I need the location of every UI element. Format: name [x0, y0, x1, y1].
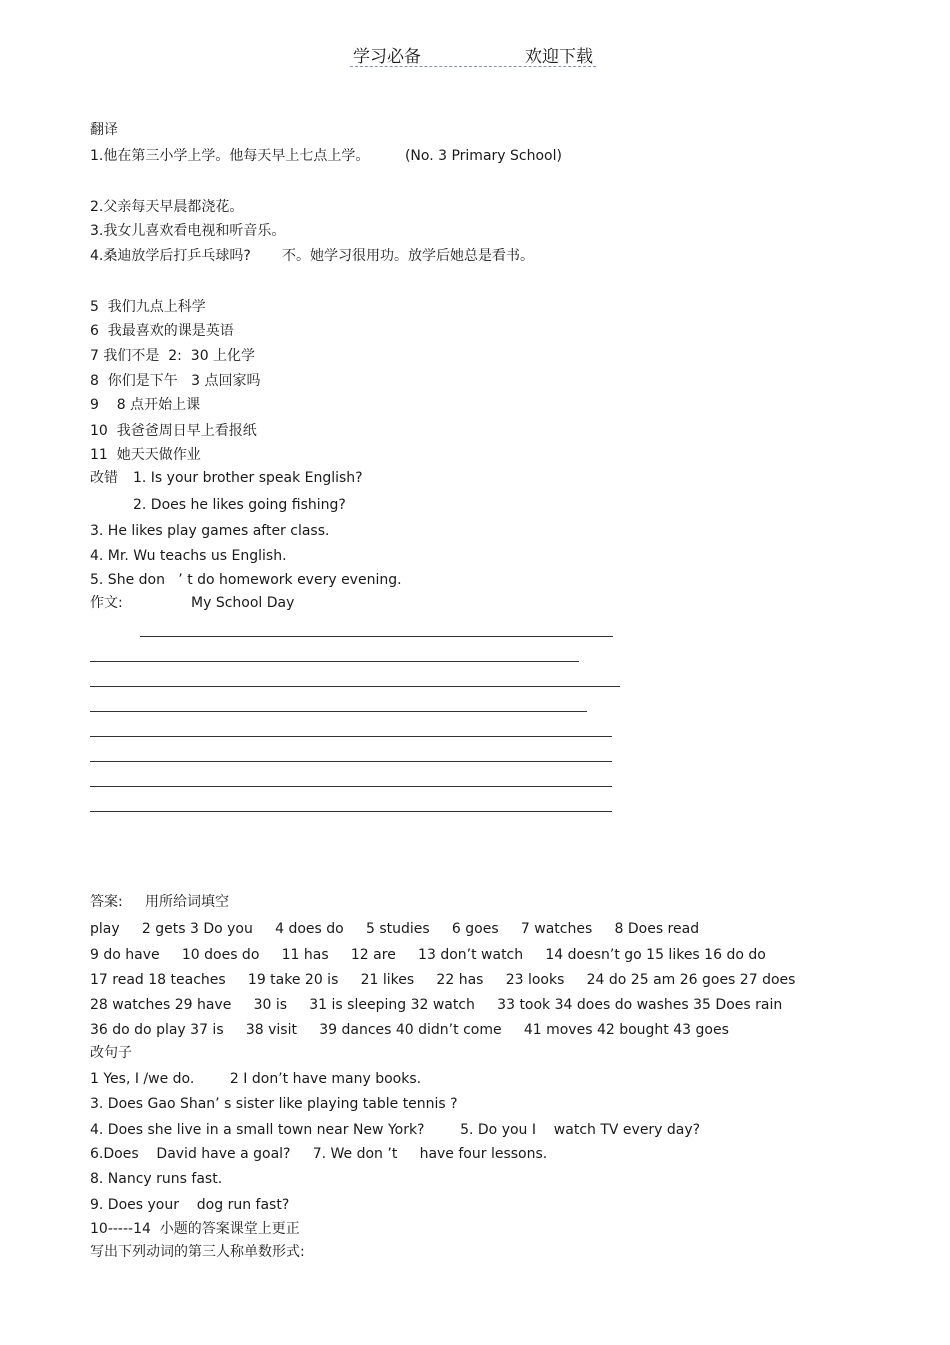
translate-item-10: 10 我爸爸周日早上看报纸 [90, 423, 257, 439]
translate-heading: 翻译 [90, 122, 118, 138]
essay-title: My School Day [191, 595, 295, 611]
translate-item-3: 3.我女儿喜欢看电视和听音乐。 [90, 223, 286, 239]
writing-line [90, 711, 587, 712]
translate-item-6: 6 我最喜欢的课是英语 [90, 323, 234, 339]
rewrite-line: 3. Does Gao Shan’ s sister like playing table tennis ? [90, 1096, 458, 1112]
writing-line [90, 761, 612, 762]
rewrite-line: 4. Does she live in a small town near New York? 5. Do you I watch TV every day? [90, 1122, 701, 1138]
rewrite-heading: 改句子 [90, 1045, 132, 1061]
translate-item-8: 8 你们是下午 3 点回家吗 [90, 373, 261, 389]
correct-heading: 改错 [90, 470, 118, 486]
translate-item-11: 11 她天天做作业 [90, 447, 201, 463]
translate-item-9: 9 8 点开始上课 [90, 397, 201, 413]
answers-heading: 答案: 用所给词填空 [90, 894, 229, 910]
translate-item-7: 7 我们不是 2: 30 上化学 [90, 348, 256, 364]
writing-line [90, 811, 612, 812]
essay-label: 作文: [90, 595, 123, 611]
correct-item-3: 3. He likes play games after class. [90, 523, 330, 539]
correct-item-2: 2. Does he likes going fishing? [133, 497, 346, 513]
translate-item-5: 5 我们九点上科学 [90, 299, 206, 315]
writing-line [90, 786, 612, 787]
answer-line: 28 watches 29 have 30 is 31 is sleeping 32 watch 33 took 34 does do washes 35 Does rain [90, 997, 783, 1013]
header-right: 欢迎下载 [525, 47, 593, 67]
answer-line: 9 do have 10 does do 11 has 12 are 13 don’t watch 14 doesn’t go 15 likes 16 do do [90, 947, 766, 963]
translate-item-4: 4.桑迪放学后打乒乓球吗? 不。她学习很用功。放学后她总是看书。 [90, 248, 534, 264]
writing-line [140, 636, 613, 637]
writing-line [90, 686, 620, 687]
rewrite-line: 1 Yes, I /we do. 2 I don’t have many books. [90, 1071, 422, 1087]
header-left: 学习必备 [353, 47, 421, 67]
translate-item-1: 1.他在第三小学上学。他每天早上七点上学。 (No. 3 Primary School) [90, 148, 562, 164]
answer-line: 17 read 18 teaches 19 take 20 is 21 likes 22 has 23 looks 24 do 25 am 26 goes 27 does [90, 972, 796, 988]
writing-line [90, 661, 579, 662]
translate-item-2: 2.父亲每天早晨都浇花。 [90, 199, 244, 215]
answer-line: play 2 gets 3 Do you 4 does do 5 studies 6 goes 7 watches 8 Does read [90, 921, 700, 937]
page-header [350, 40, 596, 67]
writing-line [90, 736, 612, 737]
correct-item-4: 4. Mr. Wu teachs us English. [90, 548, 287, 564]
answer-line: 36 do do play 37 is 38 visit 39 dances 40 didn’t come 41 moves 42 bought 43 goes [90, 1022, 729, 1038]
third-person-heading: 写出下列动词的第三人称单数形式: [90, 1244, 305, 1260]
rewrite-line: 9. Does your dog run fast? [90, 1197, 290, 1213]
rewrite-note: 10-----14 小题的答案课堂上更正 [90, 1221, 300, 1237]
rewrite-line: 8. Nancy runs fast. [90, 1171, 223, 1187]
correct-item-5: 5. She don ’ t do homework every evening. [90, 572, 402, 588]
correct-item-1: 1. Is your brother speak English? [133, 470, 363, 486]
rewrite-line: 6.Does David have a goal? 7. We don ’t have four lessons. [90, 1146, 548, 1162]
